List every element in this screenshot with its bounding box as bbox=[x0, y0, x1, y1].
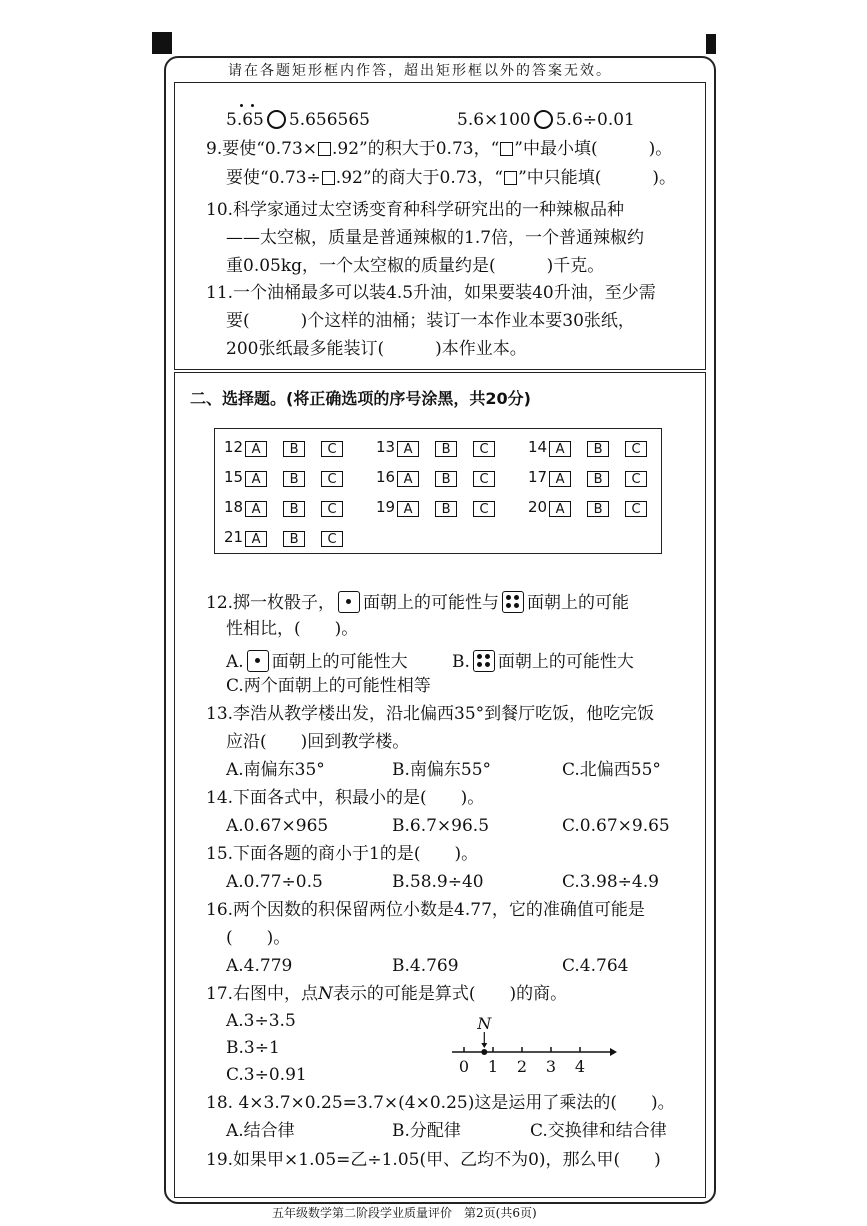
q13-option-a: A.南偏东35° bbox=[226, 760, 325, 780]
answer-row-number: 21 bbox=[224, 528, 244, 546]
q10-line-1: 10.科学家通过太空诱变育种科学研究出的一种辣椒品种 bbox=[206, 200, 625, 220]
answer-row-12 bbox=[224, 438, 343, 457]
q16-option-a: A.4.779 bbox=[226, 956, 293, 976]
answer-bubble-12-b[interactable]: B bbox=[283, 441, 305, 457]
q16-option-b: B.4.769 bbox=[392, 956, 459, 976]
q16-line-1: 16.两个因数的积保留两位小数是4.77，它的准确值可能是 bbox=[206, 900, 645, 920]
answer-bubble-18-a[interactable]: A bbox=[245, 501, 267, 517]
answer-row-21 bbox=[224, 528, 343, 547]
q12-option-c: C.两个面朝上的可能性相等 bbox=[226, 676, 431, 696]
point-label: N bbox=[477, 1014, 492, 1033]
page-footer: 五年级数学第二阶段学业质量评价 第2页(共6页) bbox=[272, 1206, 537, 1220]
square-placeholder-icon bbox=[500, 142, 513, 156]
answer-bubble-14-b[interactable]: B bbox=[587, 441, 609, 457]
answer-bubble-12-c[interactable]: C bbox=[321, 441, 343, 457]
number-line-tick-label: 4 bbox=[574, 1057, 586, 1076]
answer-bubble-18-c[interactable]: C bbox=[321, 501, 343, 517]
repeat-dot-1 bbox=[240, 104, 243, 107]
q10-line-3: 重0.05kg，一个太空椒的质量约是( )千克。 bbox=[226, 256, 605, 276]
answer-bubble-14-c[interactable]: C bbox=[625, 441, 647, 457]
q15-option-c: C.3.98÷4.9 bbox=[562, 872, 659, 892]
answer-row-number: 17 bbox=[528, 468, 548, 486]
q14-option-a: A.0.67×965 bbox=[226, 816, 329, 836]
answer-row-13 bbox=[376, 438, 495, 457]
answer-bubble-15-b[interactable]: B bbox=[283, 471, 305, 487]
q18-option-c: C.交换律和结合律 bbox=[530, 1121, 667, 1141]
square-placeholder-icon bbox=[318, 142, 331, 156]
answer-row-20 bbox=[528, 498, 647, 517]
q17-option-b: B.3÷1 bbox=[226, 1038, 280, 1058]
q8-comparison-right: 5.6×100 5.6÷0.01 bbox=[457, 110, 635, 130]
q16-option-c: C.4.764 bbox=[562, 956, 629, 976]
number-line-diagram bbox=[446, 1014, 620, 1076]
number-line-point bbox=[481, 1049, 487, 1055]
answer-bubble-16-a[interactable]: A bbox=[397, 471, 419, 487]
header-note: 请在各题矩形框内作答，超出矩形框以外的答案无效。 bbox=[228, 63, 612, 79]
q10-line-2: ——太空椒，质量是普通辣椒的1.7倍，一个普通辣椒约 bbox=[226, 228, 645, 248]
q12-line-2: 性相比，( )。 bbox=[226, 619, 359, 639]
q15-line-1: 15.下面各题的商小于1的是( )。 bbox=[206, 844, 479, 864]
q18-option-b: B.分配律 bbox=[392, 1121, 461, 1141]
compare-circle-1[interactable] bbox=[267, 110, 286, 129]
answer-bubble-15-c[interactable]: C bbox=[321, 471, 343, 487]
answer-row-number: 12 bbox=[224, 438, 244, 456]
answer-row-16 bbox=[376, 468, 495, 487]
number-line-tick-label: 0 bbox=[458, 1057, 470, 1076]
q11-line-1: 11.一个油桶最多可以装4.5升油，如果要装40升油，至少需 bbox=[206, 283, 656, 303]
answer-bubble-20-b[interactable]: B bbox=[587, 501, 609, 517]
corner-marker-right bbox=[706, 34, 716, 54]
square-placeholder-icon bbox=[322, 171, 335, 185]
q12-option-a: A. 面朝上的可能性大 bbox=[226, 652, 408, 672]
q19-line-1: 19.如果甲×1.05=乙÷1.05(甲、乙均不为0)，那么甲( ) bbox=[206, 1150, 661, 1170]
answer-row-number: 16 bbox=[376, 468, 396, 486]
answer-row-number: 20 bbox=[528, 498, 548, 516]
answer-row-14 bbox=[528, 438, 647, 457]
repeat-dot-2 bbox=[251, 104, 254, 107]
q17-line-1: 17.右图中，点N表示的可能是算式( )的商。 bbox=[206, 984, 568, 1004]
q11-line-2: 要( )个这样的油桶；装订一本作业本要30张纸， bbox=[226, 311, 635, 331]
square-placeholder-icon bbox=[504, 171, 517, 185]
compare-circle-2[interactable] bbox=[534, 110, 553, 129]
die-face-one-icon bbox=[247, 650, 269, 672]
q16-line-2: ( )。 bbox=[226, 928, 291, 948]
answer-bubble-21-c[interactable]: C bbox=[321, 531, 343, 547]
answer-bubble-16-b[interactable]: B bbox=[435, 471, 457, 487]
answer-bubble-19-c[interactable]: C bbox=[473, 501, 495, 517]
answer-row-number: 13 bbox=[376, 438, 396, 456]
answer-row-15 bbox=[224, 468, 343, 487]
answer-bubble-21-a[interactable]: A bbox=[245, 531, 267, 547]
q18-option-a: A.结合律 bbox=[226, 1121, 295, 1141]
q8-comparison-left: 5.65 5.656565 bbox=[226, 110, 370, 130]
answer-bubble-18-b[interactable]: B bbox=[283, 501, 305, 517]
q12-line-1: 12.掷一枚骰子， 面朝上的可能性与 面朝上的可能 bbox=[206, 593, 630, 613]
answer-row-17 bbox=[528, 468, 647, 487]
answer-bubble-13-a[interactable]: A bbox=[397, 441, 419, 457]
answer-bubble-19-b[interactable]: B bbox=[435, 501, 457, 517]
answer-row-number: 18 bbox=[224, 498, 244, 516]
answer-bubble-15-a[interactable]: A bbox=[245, 471, 267, 487]
q11-line-3: 200张纸最多能装订( )本作业本。 bbox=[226, 339, 527, 359]
q13-option-c: C.北偏西55° bbox=[562, 760, 661, 780]
number-line-tick-label: 3 bbox=[545, 1057, 557, 1076]
q17-option-c: C.3÷0.91 bbox=[226, 1065, 307, 1085]
q14-option-c: C.0.67×9.65 bbox=[562, 816, 670, 836]
q17-option-a: A.3÷3.5 bbox=[226, 1011, 296, 1031]
answer-bubble-16-c[interactable]: C bbox=[473, 471, 495, 487]
answer-row-19 bbox=[376, 498, 495, 517]
answer-bubble-20-a[interactable]: A bbox=[549, 501, 571, 517]
answer-row-number: 15 bbox=[224, 468, 244, 486]
answer-bubble-20-c[interactable]: C bbox=[625, 501, 647, 517]
answer-bubble-12-a[interactable]: A bbox=[245, 441, 267, 457]
q13-line-2: 应沿( )回到教学楼。 bbox=[226, 732, 410, 752]
answer-bubble-19-a[interactable]: A bbox=[397, 501, 419, 517]
answer-bubble-17-c[interactable]: C bbox=[625, 471, 647, 487]
number-line-tick-label: 2 bbox=[516, 1057, 528, 1076]
point-pointer-arrow-icon bbox=[481, 1043, 487, 1048]
number-line-tick-label: 1 bbox=[487, 1057, 499, 1076]
answer-bubble-17-b[interactable]: B bbox=[587, 471, 609, 487]
corner-marker-left bbox=[152, 32, 172, 54]
answer-bubble-13-b[interactable]: B bbox=[435, 441, 457, 457]
answer-row-number: 19 bbox=[376, 498, 396, 516]
die-face-four-icon bbox=[473, 650, 495, 672]
answer-bubble-17-a[interactable]: A bbox=[549, 471, 571, 487]
q9-line-2: 要使“0.73÷ .92”的商大于0.73，“ ”中只能填( )。 bbox=[226, 168, 677, 188]
answer-bubble-13-c[interactable]: C bbox=[473, 441, 495, 457]
section-2-title: 二、选择题。(将正确选项的序号涂黑，共20分) bbox=[190, 389, 531, 408]
q18-line-1: 18. 4×3.7×0.25=3.7×(4×0.25)这是运用了乘法的( )。 bbox=[206, 1093, 675, 1113]
die-face-one-icon bbox=[338, 591, 360, 613]
number-line-arrow-icon bbox=[610, 1048, 617, 1056]
answer-row-18 bbox=[224, 498, 343, 517]
die-face-four-icon bbox=[502, 591, 524, 613]
answer-bubble-14-a[interactable]: A bbox=[549, 441, 571, 457]
q13-option-b: B.南偏东55° bbox=[392, 760, 492, 780]
answer-bubble-21-b[interactable]: B bbox=[283, 531, 305, 547]
answer-row-number: 14 bbox=[528, 438, 548, 456]
q14-line-1: 14.下面各式中，积最小的是( )。 bbox=[206, 788, 485, 808]
q13-line-1: 13.李浩从教学楼出发，沿北偏西35°到餐厅吃饭，他吃完饭 bbox=[206, 704, 655, 724]
number-line-group bbox=[452, 1014, 617, 1076]
q9-line-1: 9.要使“0.73× .92”的积大于0.73，“ ”中最小填( )。 bbox=[206, 139, 673, 159]
q14-option-b: B.6.7×96.5 bbox=[392, 816, 490, 836]
q12-option-b: B. 面朝上的可能性大 bbox=[452, 652, 634, 672]
q15-option-b: B.58.9÷40 bbox=[392, 872, 484, 892]
q15-option-a: A.0.77÷0.5 bbox=[226, 872, 323, 892]
